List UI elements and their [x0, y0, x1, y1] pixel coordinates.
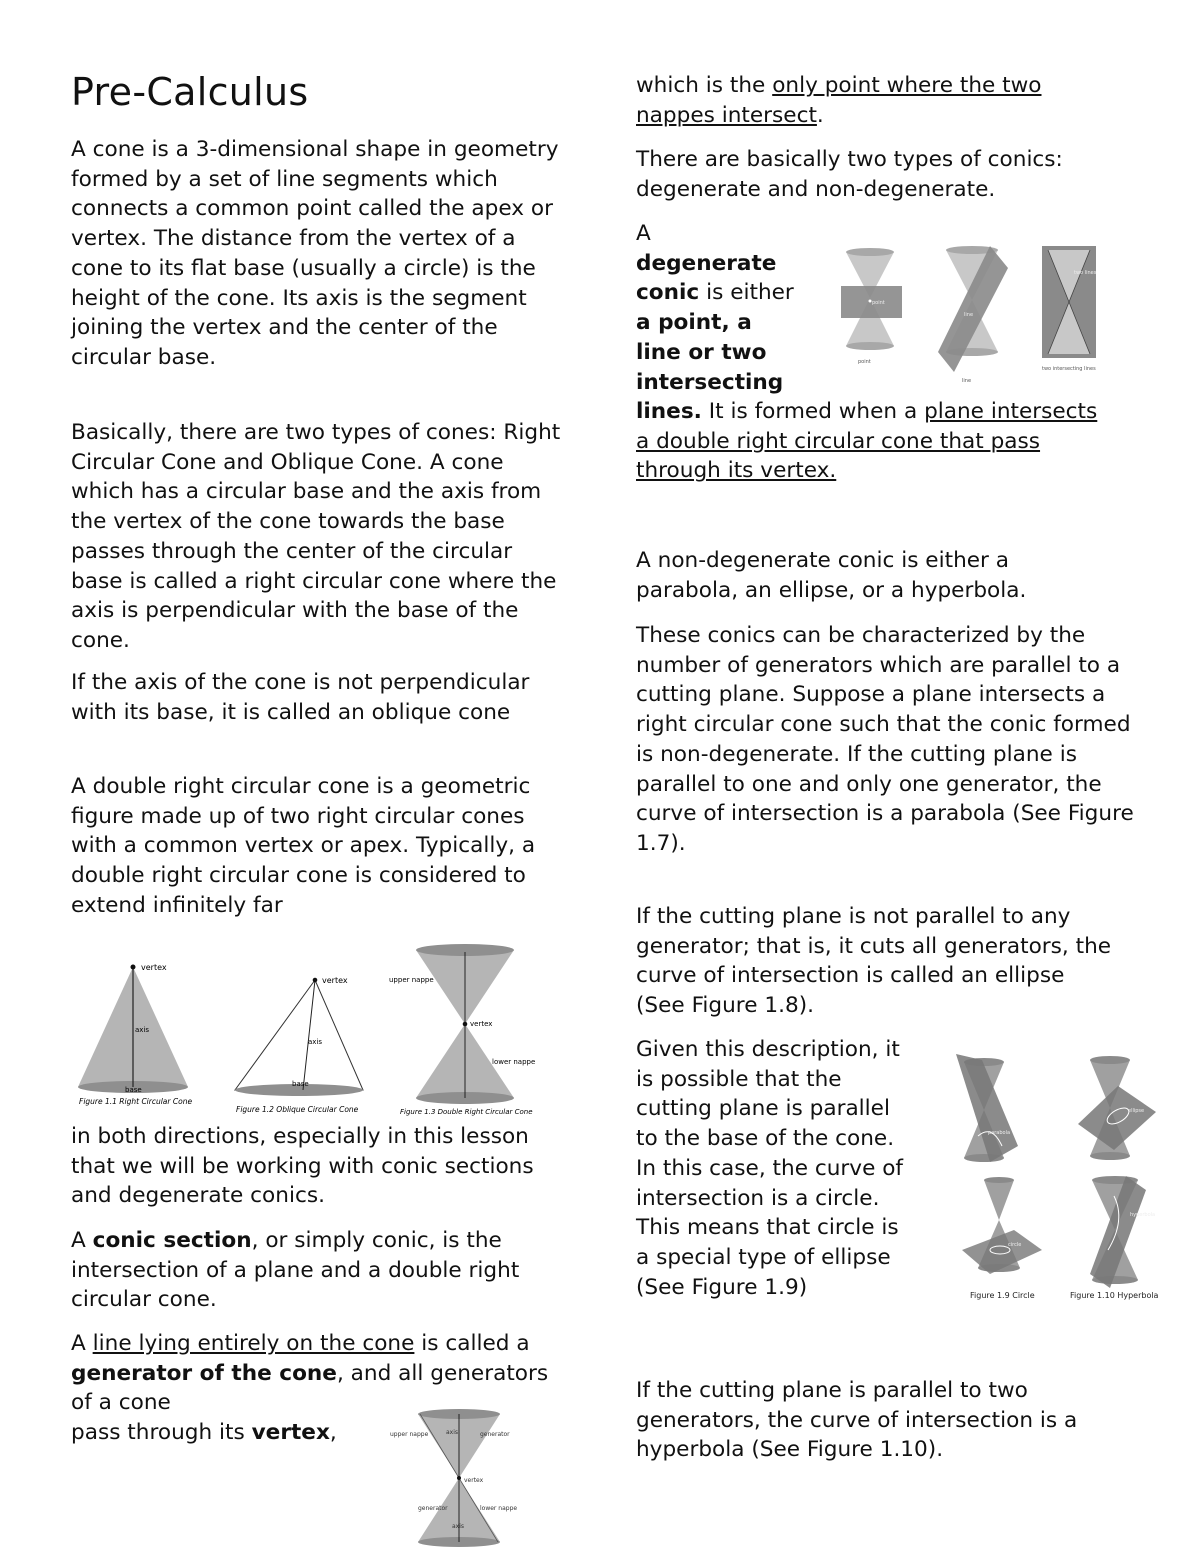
label-axis: axis: [135, 1026, 150, 1034]
figure-degenerate-point: [838, 246, 908, 370]
paragraph-generators-parallel: These conics can be characterized by the number of generators which are parallel to a cutting plane. Suppose a plane intersects a right circular cone such that the conic formed is non-degenerate. If the cutting plane is parallel to one and only one generator, the curve of intersection is a parabola (See Figure 1.7).: [636, 623, 1134, 856]
label-two-lines: two lines: [1074, 270, 1097, 276]
label-upper-nappe: upper nappe: [390, 1431, 429, 1438]
svg-text:circle: circle: [1008, 1242, 1022, 1248]
paragraph-ellipse: If the cutting plane is not parallel to any generator; that is, it cuts all generators, the curve of intersection is called an ellipse (See Figure 1.8).: [636, 904, 1112, 1019]
paragraph-cone-definition: A cone is a 3-dimensional shape in geometry formed by a set of line segments which connects a common point called the apex or vertex. The distance from the vertex of a cone to its flat base (usually a circle) is the height of the cone. Its axis is the segment joining the vertex and the center of the circular base.: [71, 137, 559, 370]
paragraph-degenerate-bottom: lines. It is formed when a plane intersects a double right circular cone that pass through its vertex.: [636, 399, 1098, 484]
figure-parabola: [956, 1054, 1018, 1162]
figure-degenerate-two-lines: [1038, 244, 1134, 374]
label-line: line: [964, 312, 974, 318]
paragraph-non-degenerate: A non-degenerate conic is either a parabola, an ellipse, or a hyperbola.: [636, 548, 1027, 603]
paragraph-degenerate-top: A degenerate conic is either a point, a line or two intersecting: [636, 219, 836, 397]
page-title: Pre-Calculus: [71, 70, 309, 114]
caption-figure-1-9: Figure 1.9 Circle: [970, 1291, 1035, 1300]
figure-double-cone: [386, 940, 536, 1118]
label-lower-nappe: lower nappe: [492, 1058, 536, 1066]
underlined-line-on-cone: line lying entirely on the cone: [92, 1331, 415, 1356]
figure-circle: [962, 1177, 1042, 1274]
svg-text:hyperbola: hyperbola: [1130, 1212, 1156, 1218]
label-vertex: vertex: [470, 1020, 493, 1028]
term-degenerate: degenerate: [636, 250, 777, 276]
label-axis-top: axis: [446, 1429, 459, 1436]
label-axis-bottom: axis: [452, 1523, 465, 1530]
label-axis: axis: [308, 1038, 323, 1046]
paragraph-types-of-cones: Basically, there are two types of cones: Right Circular Cone and Oblique Cone. A cone which has a circular base and the axis from the vertex of the cone towards the base passes through the center of the circular base is called a right circular cone where the axis is perpendicular with the base of the cone.: [71, 420, 561, 653]
figure-oblique-cone: [230, 972, 370, 1120]
caption-degenerate-line: line: [962, 378, 972, 384]
label-vertex: vertex: [141, 963, 167, 972]
label-upper-nappe: upper nappe: [389, 976, 434, 984]
label-vertex: vertex: [464, 1477, 484, 1484]
term-conic: conic: [636, 280, 700, 306]
label-point: point: [872, 300, 885, 306]
paragraph-generator: A line lying entirely on the cone is called a generator of the cone, and all generators of a cone pass through its vertex,: [71, 1331, 549, 1446]
label-base: base: [292, 1080, 309, 1088]
figure-right-circular-cone: [75, 955, 205, 1110]
paragraph-oblique-cone: If the axis of the cone is not perpendicular with its base, it is called an oblique cone: [71, 670, 530, 725]
figure-conic-sections: [942, 1050, 1166, 1306]
figure-ellipse: [1078, 1056, 1156, 1160]
paragraph-circle: Given this description, it is possible that the cutting plane is parallel to the base of the cone. In this case, the curve of intersection is a circle. This means that circle is a special type of ellipse (See Figure 1.9): [636, 1037, 904, 1300]
label-vertex: vertex: [322, 976, 348, 985]
label-base: base: [125, 1086, 142, 1094]
label-lower-nappe: lower nappe: [480, 1505, 518, 1512]
figure-hyperbola: [1090, 1176, 1155, 1288]
svg-text:parabola: parabola: [988, 1130, 1011, 1136]
paragraph-hyperbola: If the cutting plane is parallel to two generators, the curve of intersection is a hyperbola (See Figure 1.10).: [636, 1378, 1078, 1463]
label-generator-top: generator: [480, 1431, 510, 1438]
paragraph-both-directions: in both directions, especially in this lesson that we will be working with conic sections and degenerate conics.: [71, 1124, 534, 1209]
label-generator-bottom: generator: [418, 1505, 448, 1512]
caption-figure-1-1: Figure 1.1 Right Circular Cone: [79, 1097, 193, 1106]
caption-figure-1-2: Figure 1.2 Oblique Circular Cone: [236, 1105, 359, 1114]
svg-text:ellipse: ellipse: [1128, 1108, 1145, 1114]
term-conic-section: conic section: [92, 1228, 252, 1253]
caption-figure-1-3: Figure 1.3 Double Right Circular Cone: [400, 1108, 533, 1116]
caption-figure-1-10: Figure 1.10 Hyperbola: [1070, 1291, 1159, 1300]
underlined-plane-intersects: plane intersects a double right circular cone that pass through its vertex.: [636, 399, 1098, 484]
figure-generator-cone: [388, 1406, 518, 1550]
paragraph-conic-section: A conic section, or simply conic, is the intersection of a plane and a double right circular cone.: [71, 1228, 520, 1313]
caption-degenerate-two-lines: two intersecting lines: [1042, 366, 1096, 372]
underlined-only-point: only point where the two nappes intersect: [636, 73, 1042, 128]
term-generator: generator of the cone: [71, 1360, 337, 1386]
paragraph-nappes-intersect: which is the only point where the two nappes intersect.: [636, 73, 1042, 128]
caption-degenerate-point: point: [858, 359, 871, 365]
paragraph-double-cone: A double right circular cone is a geometric figure made up of two right circular cones with a common vertex or apex. Typically, a double right circular cone is considered to extend infinitely far: [71, 774, 536, 918]
figure-degenerate-line: [932, 244, 1014, 386]
term-vertex: vertex: [251, 1420, 330, 1446]
paragraph-two-types-conics: There are basically two types of conics: degenerate and non-degenerate.: [636, 147, 1063, 202]
